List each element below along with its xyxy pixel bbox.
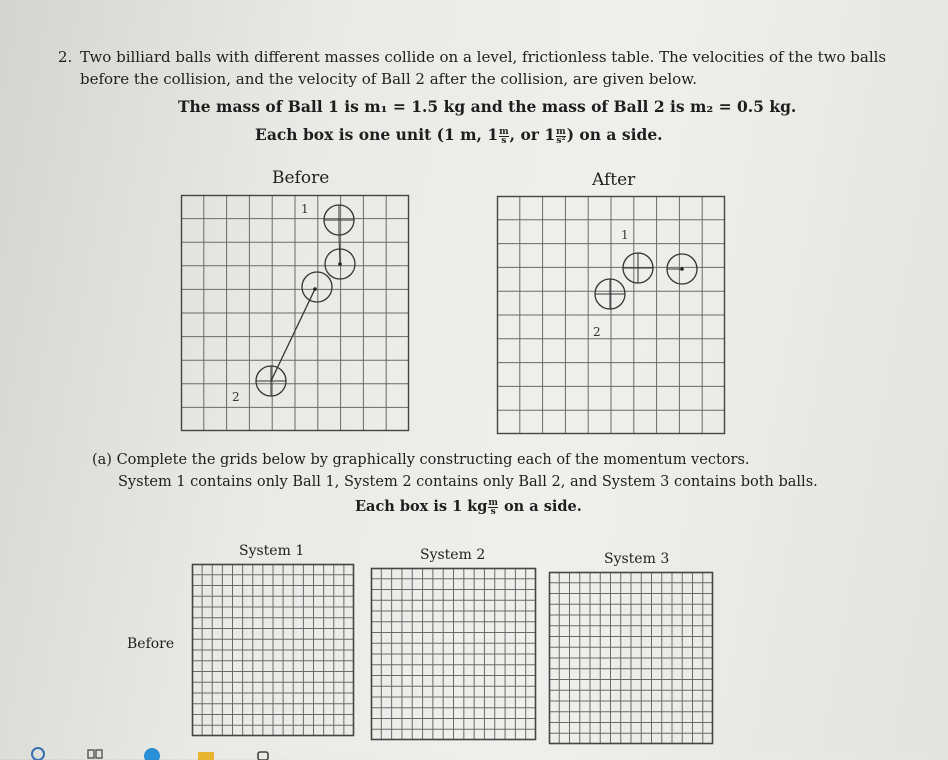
before-row-label: Before: [127, 636, 175, 652]
before-grid: [181, 195, 409, 431]
edge-browser-icon[interactable]: [142, 744, 162, 760]
file-explorer-icon[interactable]: [196, 744, 216, 760]
part-a-unit-prefix: Each box is 1 kg: [355, 498, 488, 515]
system-3-label: System 3: [604, 551, 670, 567]
question-text-line-1: Two billiard balls with different masses collide on a level, frictionless table. The velocities of the two balls: [80, 48, 887, 66]
system-2-label: System 2: [420, 547, 486, 563]
ball1-after-center-dot: [680, 267, 684, 271]
part-a-instruction-line-1: (a) Complete the grids below by graphically constructing each of the momentum vectors.: [92, 452, 750, 468]
unit-statement-mid: , or 1: [509, 125, 556, 144]
ball2-before-label: 2: [232, 390, 240, 404]
ball1-before-velocity-line: [339, 235, 340, 264]
system-1-grid[interactable]: [192, 564, 354, 736]
system-3-grid-lines: [549, 572, 713, 744]
system-2-grid-lines: [371, 568, 536, 740]
part-a-unit-suffix: on a side.: [498, 498, 582, 515]
system-1-grid-lines: [192, 564, 354, 736]
part-a-unit-fraction: $\frac{m}{s}$: [488, 497, 498, 517]
before-grid-lines: [181, 195, 409, 431]
ball1-before-center-dot: [338, 262, 342, 266]
unit-fraction-acceleration: $\frac{m}{\text{s²}}$: [556, 126, 566, 146]
question-text-line-2: before the collision, and the velocity of Ball 2 after the collision, are given below.: [80, 70, 697, 88]
system-1-label: System 1: [239, 543, 305, 559]
system-2-grid[interactable]: [371, 568, 536, 740]
after-grid: [497, 196, 725, 434]
ball2-before-ghost-circle: [302, 272, 332, 302]
after-grid-lines: [497, 196, 725, 434]
unit-statement: [255, 125, 663, 145]
after-diagram-title: After: [592, 170, 636, 190]
part-a-unit-statement: [355, 498, 582, 516]
task-view-icon[interactable]: [86, 744, 104, 760]
before-diagram-title: Before: [272, 168, 330, 188]
unit-statement-suffix: ) on a side.: [566, 125, 663, 144]
system-3-grid[interactable]: [549, 572, 713, 744]
unit-statement-prefix: Each box is one unit (1 m, 1: [255, 125, 499, 144]
ball2-after-label: 2: [593, 325, 601, 339]
question-number: 2.: [58, 48, 73, 66]
search-icon[interactable]: [30, 744, 46, 760]
ball1-after-label: 1: [621, 228, 629, 242]
ball2-before-ghost-dot: [313, 287, 317, 291]
mass-statement: The mass of Ball 1 is m₁ = 1.5 kg and the mass of Ball 2 is m₂ = 0.5 kg.: [178, 97, 797, 116]
taskbar: [0, 742, 948, 759]
part-a-instruction-line-2: System 1 contains only Ball 1, System 2 contains only Ball 2, and System 3 contains both balls.: [118, 474, 818, 490]
app-icon[interactable]: [255, 744, 271, 760]
unit-fraction-velocity: $\frac{m}{s}$: [499, 126, 509, 146]
ball1-before-label: 1: [301, 202, 309, 216]
